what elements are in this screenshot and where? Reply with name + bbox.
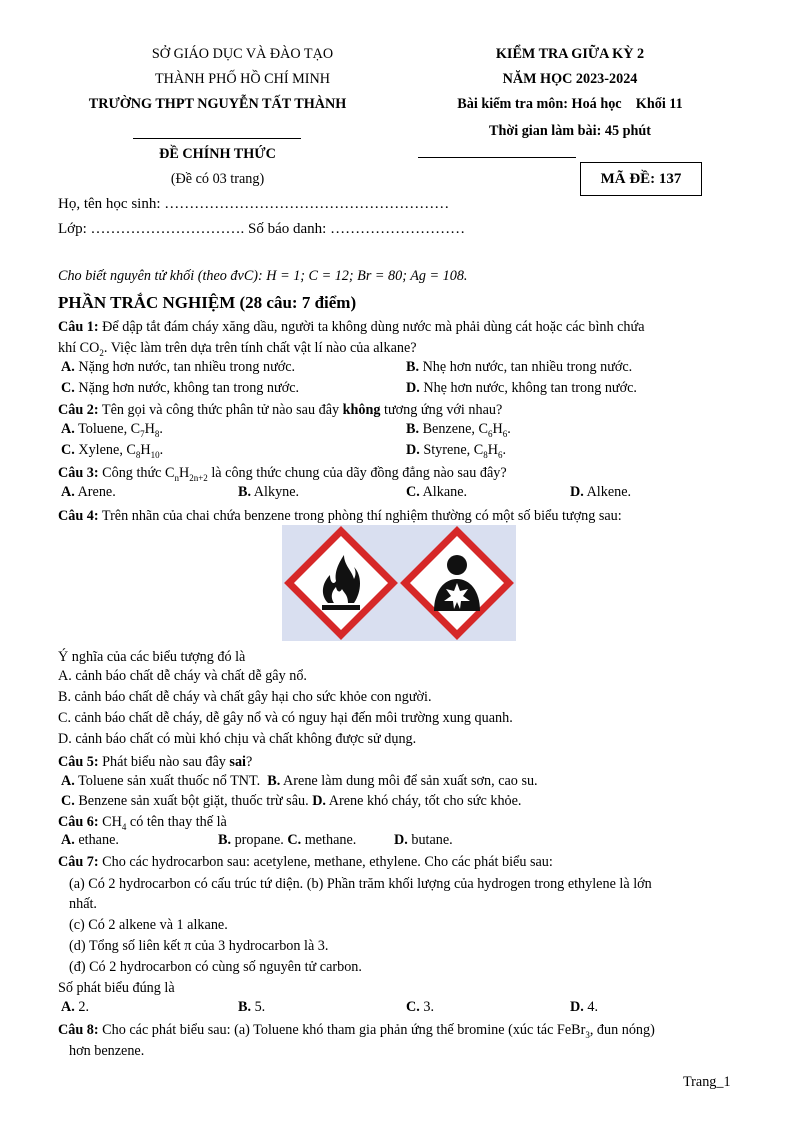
q2-option-b[interactable]: B. Benzene, $C_6H_6$. xyxy=(406,421,511,439)
health-hazard-icon xyxy=(405,531,509,635)
city-name: THÀNH PHỐ HỒ CHÍ MINH xyxy=(155,71,330,87)
student-name-field: Họ, tên học sinh: ………………………………………………… xyxy=(58,196,450,212)
q3-option-c[interactable] xyxy=(406,484,467,501)
question-text: . Việc làm trên dựa trên tính chất vật lí nào của alkane? xyxy=(103,340,417,356)
q5-option-d[interactable] xyxy=(312,793,521,809)
page-count: (Đề có 03 trang) xyxy=(170,171,265,187)
question-text: H xyxy=(178,465,190,481)
option-letter: A. xyxy=(61,832,75,848)
department-name: SỞ GIÁO DỤC VÀ ĐÀO TẠO xyxy=(151,46,334,62)
option-text: Nặng hơn nước, không tan trong nước. xyxy=(78,380,300,396)
option-text: Benzene sản xuất bột giặt, thuốc trừ sâu. xyxy=(74,793,313,809)
q6-option-a[interactable] xyxy=(61,832,119,849)
question-label: Câu 1: xyxy=(58,319,99,335)
question-8 xyxy=(58,1020,655,1045)
subscript: 4 xyxy=(121,821,127,832)
question-text: có tên thay thế là xyxy=(126,814,227,830)
option-letter: C. xyxy=(406,484,420,500)
option-letter: B. xyxy=(406,359,420,375)
q1-option-c[interactable] xyxy=(61,380,299,397)
question-label: Câu 7: xyxy=(58,854,99,870)
option-text: 5. xyxy=(254,999,266,1015)
section-title: PHẦN TRẮC NGHIỆM (28 câu: 7 điểm) xyxy=(58,293,357,312)
option-text: Nhẹ hơn nước, tan nhiều trong nước. xyxy=(422,359,633,375)
option-letter: D. xyxy=(570,999,584,1015)
option-letter: B. xyxy=(267,773,281,789)
q4-option-b[interactable]: B. cảnh báo chất dễ cháy và chất gây hại cho sức khỏe con người. xyxy=(58,689,432,705)
subscript: 2n+2 xyxy=(189,472,208,483)
question-text: tương ứng với nhau? xyxy=(380,402,503,418)
q7-option-a[interactable] xyxy=(61,999,89,1016)
q7-statement-e: (đ) Có 2 hydrocarbon có cùng số nguyên tử carbon. xyxy=(69,959,362,975)
option-text: H xyxy=(144,421,155,437)
subscript: 10 xyxy=(150,449,160,460)
subscript: 8 xyxy=(135,449,141,460)
q2-option-a[interactable]: A. Toluene, $C_7H_8$. xyxy=(61,421,163,439)
page-number: Trang_1 xyxy=(683,1074,731,1090)
question-text: Công thức C xyxy=(98,465,175,481)
option-letter: C. xyxy=(61,793,75,809)
q4-meaning-prompt: Ý nghĩa của các biểu tượng đó là xyxy=(58,649,246,665)
duration: Thời gian làm bài: 45 phút xyxy=(489,123,651,139)
option-letter: D. xyxy=(312,793,326,809)
exam-code-box xyxy=(580,162,702,196)
question-label: Câu 4: xyxy=(58,508,99,524)
header-divider-right xyxy=(418,157,576,158)
q6-option-d[interactable] xyxy=(394,832,453,849)
q6-option-c[interactable] xyxy=(287,832,356,848)
hazard-pictograms xyxy=(282,525,516,641)
question-text: , đun nóng) xyxy=(589,1022,655,1038)
option-text: Alkane. xyxy=(422,484,468,500)
q4-option-d[interactable]: D. cảnh báo chất có mùi khó chịu và chất không được sử dụng. xyxy=(58,731,417,747)
flammable-icon xyxy=(289,531,393,635)
q7-statement-c: (c) Có 2 alkene và 1 alkane. xyxy=(69,917,228,933)
option-letter: C. xyxy=(406,999,420,1015)
q5-option-a[interactable] xyxy=(61,773,267,789)
q6-option-b[interactable] xyxy=(218,832,284,848)
option-text: 2. xyxy=(78,999,89,1015)
option-text: Benzene, C xyxy=(422,421,488,437)
q5-options-row-2 xyxy=(61,793,521,810)
q5-option-b[interactable] xyxy=(267,773,537,789)
option-text: propane. xyxy=(231,832,284,848)
atomic-mass-note: Cho biết nguyên tử khối (theo đvC): H = 1; C = 12; Br = 80; Ag = 108. xyxy=(58,268,468,284)
q7-statement-a-b: (a) Có 2 hydrocarbon có cấu trúc tứ diện. (b) Phần trăm khối lượng của hydrogen trong ethylene là lớn xyxy=(69,876,652,892)
question-7 xyxy=(58,852,553,872)
option-letter: A. xyxy=(61,999,75,1015)
q5-options-row-1 xyxy=(61,773,538,790)
q1-option-b[interactable] xyxy=(406,359,632,376)
option-letter: B. xyxy=(238,484,252,500)
question-4 xyxy=(58,506,622,526)
question-text: Cho các phát biểu sau: (a) Toluene khó tham gia phản ứng thế bromine (xúc tác FeBr xyxy=(98,1022,586,1038)
emphasis: không xyxy=(342,402,381,418)
emphasis: sai xyxy=(229,754,246,770)
question-label: Câu 8: xyxy=(58,1022,99,1038)
subscript: 2 xyxy=(99,347,104,358)
option-text: H xyxy=(492,421,503,437)
question-text: Tên gọi và công thức phân tử nào sau đây xyxy=(98,402,343,418)
question-1 xyxy=(58,317,645,337)
q7-count-prompt: Số phát biểu đúng là xyxy=(58,980,175,996)
option-letter: A. xyxy=(61,773,75,789)
q7-option-c[interactable] xyxy=(406,999,434,1016)
question-8-cont: hơn benzene. xyxy=(69,1043,145,1059)
option-text: Toluene sản xuất thuốc nổ TNT. xyxy=(74,773,268,789)
question-label: Câu 3: xyxy=(58,465,99,481)
question-label: Câu 5: xyxy=(58,754,99,770)
q6-options-bc xyxy=(218,832,356,849)
q3-option-b[interactable] xyxy=(238,484,299,501)
subscript: 7 xyxy=(140,428,145,439)
option-letter: C. xyxy=(61,380,75,396)
q3-option-a[interactable] xyxy=(61,484,116,501)
option-text: methane. xyxy=(301,832,357,848)
question-text: là công thức chung của dãy đồng đẳng nào sau đây? xyxy=(207,465,507,481)
question-label: Câu 6: xyxy=(58,814,99,830)
subject-grade: Bài kiểm tra môn: Hoá học Khối 11 xyxy=(457,96,683,112)
q7-option-d[interactable] xyxy=(570,999,598,1016)
option-letter: D. xyxy=(406,380,420,396)
question-text: khí CO xyxy=(58,340,100,356)
option-letter: B. xyxy=(406,421,420,437)
q7-option-b[interactable] xyxy=(238,999,265,1016)
option-letter: A. xyxy=(61,359,75,375)
option-text: butane. xyxy=(407,832,453,848)
q7-statement-a-b-cont: nhất. xyxy=(69,896,97,912)
option-text: 4. xyxy=(587,999,598,1015)
school-year: NĂM HỌC 2023-2024 xyxy=(502,71,638,87)
class-id-field: Lớp: …………………………. Số báo danh: ……………………… xyxy=(58,221,466,237)
option-letter: D. xyxy=(570,484,584,500)
subscript: 8 xyxy=(154,428,160,439)
subscript: n xyxy=(174,472,179,483)
question-2 xyxy=(58,400,502,420)
option-text: Alkene. xyxy=(586,484,632,500)
hazard-pictograms-svg xyxy=(282,525,516,641)
option-text: ethane. xyxy=(74,832,119,848)
option-text: Arene. xyxy=(77,484,116,500)
header-divider-left xyxy=(133,138,301,139)
question-label: Câu 2: xyxy=(58,402,99,418)
option-letter: D. xyxy=(394,832,408,848)
q7-statement-d: (d) Tổng số liên kết π của 3 hydrocarbon là 3. xyxy=(69,938,329,954)
question-text: CH xyxy=(98,814,122,830)
q2-option-d[interactable]: D. Styrene, $C_8H_6$. xyxy=(406,442,507,460)
subscript: 6 xyxy=(502,428,508,439)
option-text: Arene làm dung môi để sản xuất sơn, cao su. xyxy=(280,773,538,789)
subscript: 8 xyxy=(483,449,488,460)
subscript: 6 xyxy=(487,428,493,439)
option-letter: A. xyxy=(61,421,75,437)
option-text: Nặng hơn nước, tan nhiều trong nước. xyxy=(78,359,296,375)
option-letter: C. xyxy=(287,832,302,848)
question-text: Phát biểu nào sau đây xyxy=(98,754,230,770)
official-label: ĐỀ CHÍNH THỨC xyxy=(159,146,276,162)
q4-option-c[interactable]: C. cảnh báo chất dễ cháy, dễ gây nổ và có nguy hại đến môi trường xung quanh. xyxy=(58,710,513,726)
question-text: ? xyxy=(245,754,253,770)
option-text: H xyxy=(140,442,151,458)
q5-option-c[interactable] xyxy=(61,793,312,809)
option-letter: C. xyxy=(61,442,75,458)
q1-option-a[interactable] xyxy=(61,359,295,376)
question-text: Trên nhãn của chai chứa benzene trong phòng thí nghiệm thường có một số biểu tượng sau: xyxy=(98,508,622,524)
option-text: H xyxy=(487,442,498,458)
option-text: Nhẹ hơn nước, không tan trong nước. xyxy=(423,380,637,396)
q4-option-a[interactable]: A. cảnh báo chất dễ cháy và chất dễ gây nổ. xyxy=(58,668,307,684)
option-text: Styrene, C xyxy=(423,442,484,458)
subscript: 3 xyxy=(585,1029,590,1040)
exam-title: KIỂM TRA GIỮA KỲ 2 xyxy=(495,46,645,62)
option-text: Toluene, C xyxy=(78,421,141,437)
option-letter: B. xyxy=(218,832,232,848)
option-letter: B. xyxy=(238,999,252,1015)
question-5 xyxy=(58,752,252,772)
option-letter: A. xyxy=(61,484,75,500)
option-letter: D. xyxy=(406,442,420,458)
option-text: Xylene, C xyxy=(78,442,136,458)
option-text: 3. xyxy=(423,999,434,1015)
question-text: Để dập tắt đám cháy xăng dầu, người ta không dùng nước mà phải dùng cát hoặc các bình chứa xyxy=(98,319,645,335)
option-text: Alkyne. xyxy=(253,484,300,500)
exam-code: MÃ ĐỀ: 137 xyxy=(600,171,682,187)
option-text: Arene khó cháy, tốt cho sức khỏe. xyxy=(325,793,522,809)
q1-option-d[interactable] xyxy=(406,380,637,397)
school-name: TRƯỜNG THPT NGUYỄN TẤT THÀNH xyxy=(88,96,347,112)
question-text: Cho các hydrocarbon sau: acetylene, methane, ethylene. Cho các phát biểu sau: xyxy=(98,854,553,870)
subscript: 6 xyxy=(498,449,503,460)
q2-option-c[interactable]: C. Xylene, $C_8H_{10}$. xyxy=(61,442,164,460)
q3-option-d[interactable] xyxy=(570,484,631,501)
